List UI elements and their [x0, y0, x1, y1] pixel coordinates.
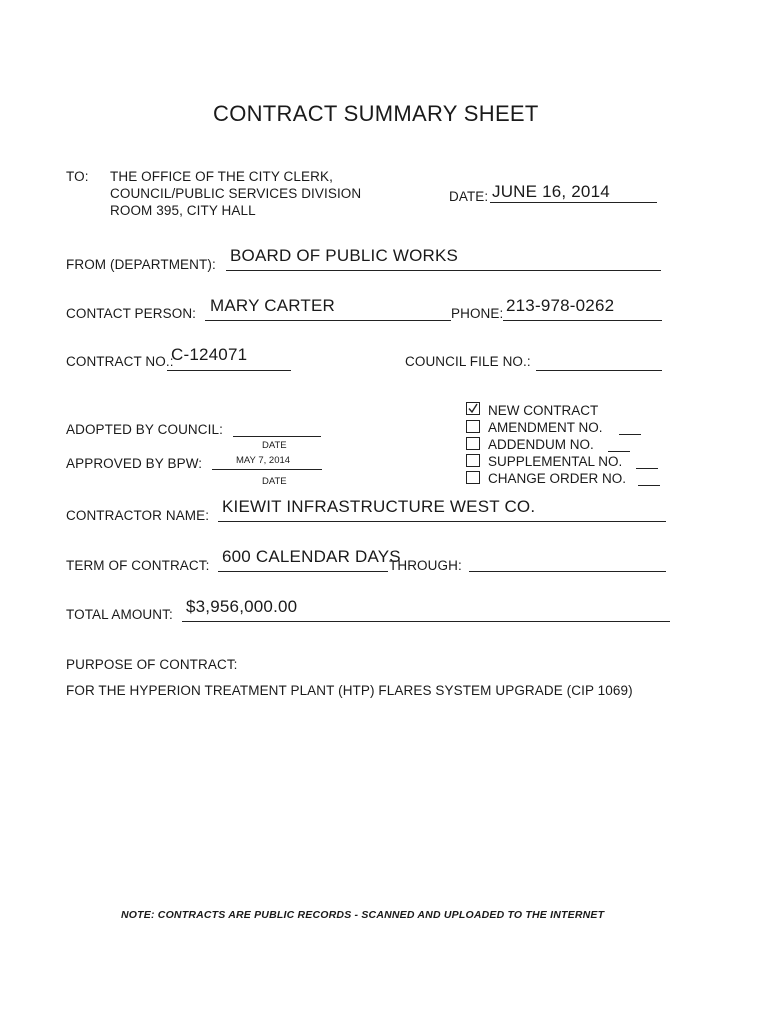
checkbox-label-supplemental: SUPPLEMENTAL NO. [488, 454, 623, 469]
to-line-3: ROOM 395, CITY HALL [110, 203, 256, 218]
phone-label: PHONE: [451, 306, 504, 321]
amount-underline [182, 621, 670, 622]
adopted-underline [233, 436, 321, 437]
amount-label: TOTAL AMOUNT: [66, 607, 173, 622]
council-file-label: COUNCIL FILE NO.: [405, 354, 531, 369]
checkbox-supplemental[interactable] [466, 454, 480, 467]
contractor-value[interactable]: KIEWIT INFRASTRUCTURE WEST CO. [222, 497, 536, 516]
contract-no-label: CONTRACT NO.: [66, 354, 174, 369]
date-underline [490, 202, 657, 203]
contract-no-underline [167, 370, 291, 371]
purpose-label: PURPOSE OF CONTRACT: [66, 657, 238, 672]
to-label: TO: [66, 169, 89, 184]
to-line-1: THE OFFICE OF THE CITY CLERK, [110, 169, 333, 184]
contract-no-value[interactable]: C-124071 [171, 345, 248, 364]
from-underline [226, 270, 661, 271]
approved-label: APPROVED BY BPW: [66, 456, 203, 471]
from-value[interactable]: BOARD OF PUBLIC WORKS [230, 246, 459, 265]
approved-underline [212, 469, 322, 470]
checkbox-amendment[interactable] [466, 420, 480, 433]
date-value[interactable]: JUNE 16, 2014 [492, 182, 610, 201]
change-order-underline [638, 485, 660, 486]
footer-note: NOTE: CONTRACTS ARE PUBLIC RECORDS - SCANNED AND UPLOADED TO THE INTERNET [121, 909, 605, 921]
contact-label: CONTACT PERSON: [66, 306, 197, 321]
purpose-text: FOR THE HYPERION TREATMENT PLANT (HTP) FLARES SYSTEM UPGRADE (CIP 1069) [66, 683, 633, 698]
term-underline [218, 571, 388, 572]
checkbox-change-order[interactable] [466, 471, 480, 484]
addendum-underline [608, 451, 630, 452]
phone-value[interactable]: 213-978-0262 [506, 296, 615, 315]
term-value[interactable]: 600 CALENDAR DAYS [222, 547, 401, 566]
amendment-underline [619, 434, 641, 435]
date-label: DATE: [449, 189, 489, 204]
through-label: THROUGH: [389, 558, 462, 573]
checkbox-label-addendum: ADDENDUM NO. [488, 437, 594, 452]
checkbox-addendum[interactable] [466, 437, 480, 450]
through-underline [469, 571, 666, 572]
checkbox-new-contract[interactable] [466, 402, 480, 415]
contractor-label: CONTRACTOR NAME: [66, 508, 210, 523]
contractor-underline [218, 521, 666, 522]
adopted-date-caption: DATE [262, 440, 287, 451]
term-label: TERM OF CONTRACT: [66, 558, 210, 573]
approved-value[interactable]: MAY 7, 2014 [236, 455, 291, 466]
supplemental-underline [636, 468, 658, 469]
checkbox-label-change-order: CHANGE ORDER NO. [488, 471, 627, 486]
contact-underline [205, 320, 451, 321]
page-title: CONTRACT SUMMARY SHEET [213, 101, 539, 126]
checkbox-label-amendment: AMENDMENT NO. [488, 420, 603, 435]
amount-value[interactable]: $3,956,000.00 [186, 597, 298, 616]
adopted-label: ADOPTED BY COUNCIL: [66, 422, 223, 437]
phone-underline [503, 320, 662, 321]
checkbox-label-new-contract: NEW CONTRACT [488, 403, 599, 418]
approved-date-caption: DATE [262, 476, 287, 487]
council-file-underline [536, 370, 662, 371]
contact-value[interactable]: MARY CARTER [210, 296, 336, 315]
check-icon [467, 403, 479, 414]
to-line-2: COUNCIL/PUBLIC SERVICES DIVISION [110, 186, 362, 201]
from-label: FROM (DEPARTMENT): [66, 257, 216, 272]
